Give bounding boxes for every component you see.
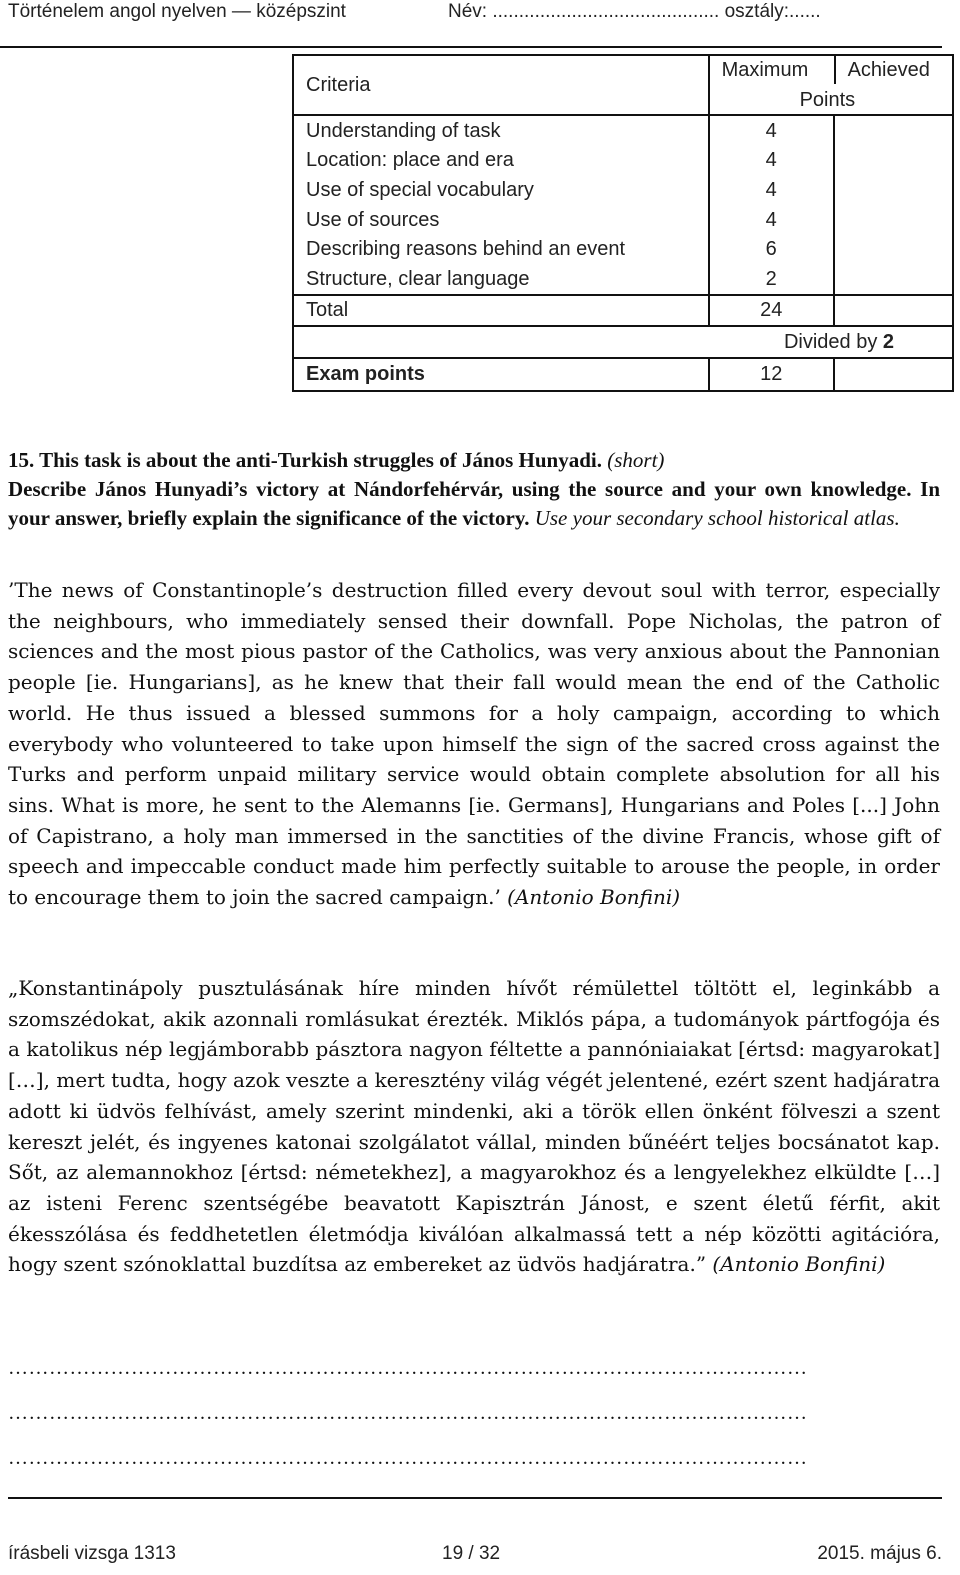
task-atlas-note: Use your secondary school historical atlas.: [534, 505, 900, 530]
criteria-header-row: [293, 55, 953, 115]
achieved-header: Achieved: [847, 59, 930, 81]
criteria-row: [293, 115, 953, 146]
criteria-label: Use of special vocabulary: [293, 175, 709, 205]
total-achieved-cell[interactable]: [834, 295, 953, 327]
criteria-achieved-cell[interactable]: [834, 234, 953, 264]
criteria-max: 4: [709, 205, 834, 235]
criteria-label: Use of sources: [293, 205, 709, 235]
header-rule: [0, 46, 942, 48]
maximum-header: Maximum: [721, 59, 809, 81]
answer-line[interactable]: ………………………………………………………………………………………………………: [8, 1402, 808, 1424]
criteria-max: 6: [709, 234, 834, 264]
criteria-achieved-cell[interactable]: [834, 146, 953, 176]
points-header: Points: [799, 89, 856, 111]
total-row: [293, 295, 953, 327]
answer-line[interactable]: ………………………………………………………………………………………………………: [8, 1447, 808, 1469]
exam-points-row: [293, 358, 953, 391]
total-max: 24: [709, 295, 834, 327]
criteria-label: Location: place and era: [293, 146, 709, 176]
criteria-achieved-cell[interactable]: [834, 264, 953, 295]
task-title: [8, 446, 940, 475]
header-subject: Történelem angol nyelven — középszint: [8, 1, 346, 22]
footer-date: 2015. május 6.: [817, 1543, 942, 1564]
footer-rule: [8, 1497, 942, 1499]
divided-by-value: 2: [882, 330, 894, 353]
criteria-label: Understanding of task: [293, 115, 709, 146]
criteria-max: 2: [709, 264, 834, 295]
exam-points-max: 12: [709, 358, 834, 391]
task-title-text: 15. This task is about the anti-Turkish struggles of János Hunyadi.: [8, 448, 602, 472]
task-instruction: Describe János Hunyadi’s victory at Nándorfehérvár, using the source and your own knowledge. In your answer, briefly explain the significance of the victory.: [8, 477, 940, 530]
divided-row: [293, 326, 953, 358]
footer-page-number: 19 / 32: [442, 1543, 501, 1564]
criteria-table: [292, 54, 954, 392]
footer-exam-code: írásbeli vizsga 1313: [8, 1543, 176, 1564]
source-english: [8, 575, 940, 913]
criteria-row: [293, 205, 953, 235]
task-length-note: (short): [607, 448, 665, 472]
criteria-header-label: Criteria: [293, 55, 709, 115]
divided-by-cell: [293, 326, 953, 358]
criteria-max: 4: [709, 175, 834, 205]
criteria-achieved-cell[interactable]: [834, 115, 953, 146]
source-hungarian: [8, 973, 940, 1280]
source-english-text: ’The news of Constantinople’s destruction filled every devout soul with terror, especially the neighbours, who immediately sensed their downfall. Pope Nicholas, the patron of sciences and the most pious pastor of the Catholics, was very anxious about the Pannonian people [ie. Hungarians], as he knew that their fall would mean the end of the Catholic world. He thus issued a blessed summons for a holy campaign, according to which everybody who volunteered to take upon himself the sign of the sacred cross against the Turks and perform unpaid military service would obtain complete absolution for all his sins. What is more, he sent to the Alemanns [ie. Germans], Hungarians and Poles [...] John of Capistrano, a holy man immersed in the sanctities of the divine Francis, whose gift of speech and impeccable conduct made him perfectly suitable to arouse the people, in order to encourage them to join the sacred campaign.’: [8, 578, 940, 910]
page-header: [8, 0, 942, 30]
criteria-row: [293, 175, 953, 205]
criteria-row: [293, 264, 953, 295]
criteria-row: [293, 234, 953, 264]
criteria-achieved-cell[interactable]: [834, 175, 953, 205]
header-divider: [834, 56, 836, 84]
exam-points-achieved-cell[interactable]: [834, 358, 953, 391]
source-hungarian-text: „Konstantinápoly pusztulásának híre minden hívőt rémülettel töltött el, leginkább a szomszédokat, akik azonnali romlásukat érezték. Miklós pápa, a tudományok pártfogója és a katolikus nép legjámborabb pásztora nagyon féltette a pannóniaiakat [értsd: magyarokat] […], mert tudta, hogy azok veszte a keresztény világ végét jelentené, ezért szent hadjáratra adott ki üdvös felhívást, amely szerint mindenki, aki a török ellen önként fölveszi a szent kereszt jelét, és ingyenes katonai szolgálatot vállal, minden bűnéért teljes bocsánatot kap. Sőt, az alemannokhoz [értsd: németekhez], a magyarokhoz és a lengyelekhez elküldte […] az isteni Ferenc szentségébe beavatott Kapisztrán Jánost, e szent életű férfit, akit ékesszólása és feddhetetlen életmódja kiválóan alkalmassá tett a nép közötti agitációra, hogy szent szónoklattal buzdítsa az embereket az üdvös hadjáratra.”: [8, 976, 940, 1277]
task-description: [8, 475, 940, 532]
criteria-achieved-cell[interactable]: [834, 205, 953, 235]
source-hungarian-author: (Antonio Bonfini): [712, 1252, 886, 1277]
criteria-row: [293, 146, 953, 176]
criteria-label: Structure, clear language: [293, 264, 709, 295]
divided-by-label: Divided by: [783, 330, 883, 353]
exam-points-label: Exam points: [293, 358, 709, 391]
criteria-max: 4: [709, 115, 834, 146]
criteria-label: Describing reasons behind an event: [293, 234, 709, 264]
criteria-max: 4: [709, 146, 834, 176]
header-name-class: Név: ........................................... osztály:......: [448, 1, 821, 22]
points-header-cell: [709, 55, 953, 115]
answer-line[interactable]: ………………………………………………………………………………………………………: [8, 1357, 808, 1379]
total-label: Total: [293, 295, 709, 327]
source-english-author: (Antonio Bonfini): [507, 885, 681, 910]
